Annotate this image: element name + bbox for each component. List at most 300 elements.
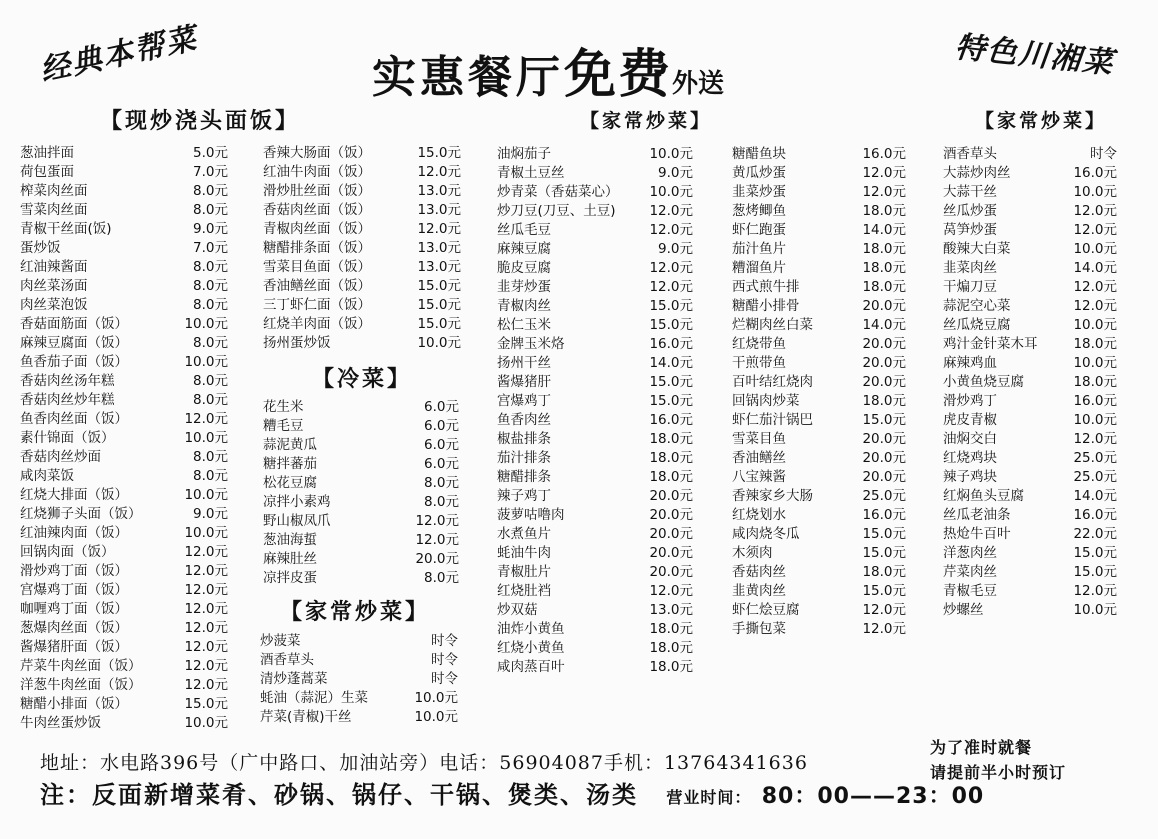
menu-item-name: 糖醋排条面（饭） [263,240,371,256]
menu-item-price: 12.0元 [184,677,228,693]
menu-item-name: 麻辣肚丝 [263,551,317,567]
menu-item [20,581,228,600]
menu-item-price: 18.0元 [1073,374,1117,390]
menu-item [260,670,458,689]
menu-item-price: 12.0元 [1073,298,1117,314]
menu-item-price: 10.0元 [649,184,693,200]
menu-item-price: 20.0元 [862,450,906,466]
menu-item-price: 18.0元 [1073,336,1117,352]
menu-item [20,657,228,676]
menu-item-price: 20.0元 [862,374,906,390]
menu-item [732,582,906,601]
menu-item-name: 酒香草头 [943,146,997,162]
menu-item [497,202,693,221]
menu-item-price: 15.0元 [649,374,693,390]
menu-item-name: 青椒肉丝面（饭） [263,221,371,237]
menu-item-name: 炒青菜（香菇菜心） [497,184,619,200]
menu-item-price: 13.0元 [417,183,461,199]
menu-item-name: 丝瓜炒蛋 [943,203,997,219]
menu-item-price: 12.0元 [184,658,228,674]
menu-item-price: 12.0元 [184,601,228,617]
menu-item [20,239,228,258]
menu-item [732,525,906,544]
menu-item-price: 15.0元 [417,297,461,313]
menu-item-price: 15.0元 [649,317,693,333]
menu-item-name: 八宝辣酱 [732,469,786,485]
menu-item-name: 莴笋炒蛋 [943,222,997,238]
menu-item-name: 糖醋小排面（饭） [20,696,128,712]
menu-item-name: 茄汁鱼片 [732,241,786,257]
menu-item [260,689,458,708]
menu-item-name: 茄汁排条 [497,450,551,466]
menu-item-name: 香辣家乡大肠 [732,488,813,504]
menu-item-name: 葱烤鲫鱼 [732,203,786,219]
menu-item-name: 红油牛肉面（饭） [263,164,371,180]
menu-item-name: 滑炒鸡丁 [943,393,997,409]
menu-item-price: 25.0元 [862,488,906,504]
menu-item-price: 22.0元 [1073,526,1117,542]
menu-item-price: 13.0元 [417,202,461,218]
menu-column-noodles-2 [263,144,461,353]
menu-item [732,354,906,373]
menu-item-price: 16.0元 [649,336,693,352]
menu-item [943,278,1117,297]
section-header-noodles: 【现炒浇头面饭】 [100,108,301,134]
menu-item [943,487,1117,506]
menu-item-price: 12.0元 [415,532,459,548]
menu-item-name: 金牌玉米烙 [497,336,565,352]
menu-item [943,582,1117,601]
menu-item [943,183,1117,202]
menu-item-name: 虾仁跑蛋 [732,222,786,238]
menu-item-name: 干煎带鱼 [732,355,786,371]
menu-item-price: 15.0元 [184,696,228,712]
menu-item-price: 8.0元 [193,468,228,484]
menu-item-price: 时令 [431,633,458,649]
title-free: 免费 [564,45,673,105]
menu-item-price: 15.0元 [649,298,693,314]
menu-item-name: 热炝牛百叶 [943,526,1011,542]
menu-item-price: 16.0元 [1073,507,1117,523]
menu-item [943,525,1117,544]
menu-item-name: 宫爆鸡丁面（饭） [20,582,128,598]
menu-column-noodles [20,144,228,733]
menu-item [732,392,906,411]
menu-column-home-3 [943,145,1117,620]
menu-item [20,182,228,201]
menu-item-price: 16.0元 [649,412,693,428]
menu-item-name: 糖醋小排骨 [732,298,800,314]
menu-item-name: 清炒蓬蒿菜 [260,671,328,687]
menu-item-name: 小黄鱼烧豆腐 [943,374,1024,390]
menu-item-price: 12.0元 [184,563,228,579]
menu-item-name: 糖拌蕃茄 [263,456,317,472]
menu-item [732,145,906,164]
menu-item-name: 蒜泥黄瓜 [263,437,317,453]
menu-item [732,202,906,221]
menu-item [943,240,1117,259]
menu-item-name: 水煮鱼片 [497,526,551,542]
menu-item-name: 红烧鸡块 [943,450,997,466]
menu-item-price: 14.0元 [1073,260,1117,276]
menu-item [497,221,693,240]
menu-item-name: 青椒肉丝 [497,298,551,314]
menu-item-name: 韭菜炒蛋 [732,184,786,200]
section-header-home-mid: 【家常炒菜】 [280,599,431,625]
menu-item [20,505,228,524]
menu-item-name: 麻辣豆腐 [497,241,551,257]
menu-item-name: 牛肉丝蛋炒饭 [20,715,101,731]
menu-item [20,676,228,695]
menu-item-price: 20.0元 [862,355,906,371]
menu-item [260,708,458,727]
menu-item-price: 12.0元 [862,165,906,181]
menu-item-price: 14.0元 [862,317,906,333]
menu-item [732,278,906,297]
menu-item [732,620,906,639]
menu-item-name: 芹菜肉丝 [943,564,997,580]
menu-item-name: 手撕包菜 [732,621,786,637]
menu-item [263,398,459,417]
menu-item-name: 红焖鱼头豆腐 [943,488,1024,504]
menu-item [263,512,459,531]
menu-item-price: 18.0元 [862,393,906,409]
menu-item [263,436,459,455]
menu-item [20,638,228,657]
menu-item-price: 20.0元 [649,488,693,504]
menu-item-name: 香菇肉丝 [732,564,786,580]
menu-item-name: 榨菜肉丝面 [20,183,88,199]
hours-label: 营业时间： [666,788,752,807]
menu-item [20,695,228,714]
menu-item-price: 12.0元 [184,411,228,427]
menu-item-price: 15.0元 [417,145,461,161]
menu-item [497,525,693,544]
menu-item-price: 12.0元 [649,583,693,599]
menu-item [943,430,1117,449]
menu-item [20,201,228,220]
menu-item-price: 18.0元 [649,469,693,485]
menu-item [943,259,1117,278]
menu-item-name: 糖醋鱼块 [732,146,786,162]
menu-item [497,449,693,468]
menu-item-price: 6.0元 [424,437,459,453]
menu-item-name: 洋葱牛肉丝面（饭） [20,677,142,693]
menu-item-price: 10.0元 [184,715,228,731]
menu-column-home-2 [732,145,906,639]
address-line: 地址：水电路396号（广中路口、加油站旁）电话：56904087手机：13764341636 [40,752,808,774]
menu-item-price: 10.0元 [414,709,458,725]
menu-item-price: 18.0元 [862,279,906,295]
menu-item-name: 滑炒鸡丁面（饭） [20,563,128,579]
menu-item-price: 10.0元 [184,316,228,332]
menu-item-name: 辣子鸡块 [943,469,997,485]
menu-item [20,619,228,638]
menu-item-name: 虾仁茄汁锅巴 [732,412,813,428]
menu-item-name: 炒螺丝 [943,602,984,618]
menu-item [732,335,906,354]
menu-item-name: 凉拌小素鸡 [263,494,331,510]
menu-item-name: 干煸刀豆 [943,279,997,295]
menu-item [732,506,906,525]
menu-item [943,221,1117,240]
menu-item [263,474,459,493]
menu-item-price: 12.0元 [649,222,693,238]
menu-item [497,278,693,297]
menu-item-price: 8.0元 [193,392,228,408]
menu-item [943,544,1117,563]
menu-item-name: 酸辣大白菜 [943,241,1011,257]
menu-item [20,391,228,410]
menu-item-name: 宫爆鸡丁 [497,393,551,409]
menu-item-price: 14.0元 [649,355,693,371]
menu-item [497,316,693,335]
menu-item-name: 红烧划水 [732,507,786,523]
menu-item [732,430,906,449]
menu-item-price: 10.0元 [1073,241,1117,257]
section-header-home-right: 【家常炒菜】 [975,110,1108,132]
menu-item [497,430,693,449]
menu-item-name: 炒双菇 [497,602,538,618]
menu-item-name: 红烧肚裆 [497,583,551,599]
menu-item-name: 葱油拌面 [20,145,74,161]
menu-item [497,601,693,620]
menu-item [497,563,693,582]
menu-item-price: 12.0元 [184,620,228,636]
menu-item [497,411,693,430]
menu-item-name: 咸肉蒸百叶 [497,659,565,675]
menu-item [943,468,1117,487]
slogan-right: 特色川湘菜 [953,29,1117,82]
menu-item-name: 青椒干丝面(饭) [20,221,112,237]
menu-item-name: 炒菠菜 [260,633,301,649]
menu-item-price: 12.0元 [417,164,461,180]
menu-item-price: 16.0元 [862,146,906,162]
menu-item [943,354,1117,373]
menu-item [20,562,228,581]
menu-item-name: 葱油海蜇 [263,532,317,548]
menu-item [497,582,693,601]
menu-item-name: 扬州蛋炒饭 [263,335,331,351]
title-main: 实惠餐厅 [372,52,564,103]
menu-item-price: 10.0元 [1073,602,1117,618]
menu-item [943,316,1117,335]
menu-item [497,145,693,164]
menu-item-name: 鱼香肉丝 [497,412,551,428]
menu-item [20,524,228,543]
menu-item-name: 虎皮青椒 [943,412,997,428]
menu-item-price: 20.0元 [862,336,906,352]
menu-item-price: 12.0元 [862,621,906,637]
menu-item-name: 虾仁烩豆腐 [732,602,800,618]
menu-item-name: 烂糊肉丝白菜 [732,317,813,333]
menu-item [497,373,693,392]
menu-item-price: 13.0元 [417,240,461,256]
menu-item [497,240,693,259]
menu-item-price: 10.0元 [184,354,228,370]
menu-item-name: 扬州干丝 [497,355,551,371]
menu-item-price: 10.0元 [184,525,228,541]
menu-item [943,392,1117,411]
menu-item [263,239,461,258]
menu-item-price: 8.0元 [193,373,228,389]
menu-item-price: 12.0元 [649,279,693,295]
menu-item-price: 15.0元 [649,393,693,409]
menu-item-price: 7.0元 [193,164,228,180]
menu-item [732,563,906,582]
menu-item-name: 麻辣豆腐面（饭） [20,335,128,351]
menu-item-name: 韭黄肉丝 [732,583,786,599]
section-header-home-top: 【家常炒菜】 [580,110,713,132]
menu-item-price: 10.0元 [1073,412,1117,428]
menu-item-price: 12.0元 [184,639,228,655]
menu-item-name: 大蒜干丝 [943,184,997,200]
menu-item [943,297,1117,316]
menu-item [263,201,461,220]
menu-item-name: 红烧狮子头面（饭） [20,506,142,522]
menu-item-name: 香油鳝丝面（饭） [263,278,371,294]
menu-item-name: 洋葱肉丝 [943,545,997,561]
menu-item-price: 8.0元 [424,570,459,586]
menu-item [263,277,461,296]
menu-item [20,543,228,562]
menu-item-name: 青椒毛豆 [943,583,997,599]
menu-item-price: 20.0元 [862,298,906,314]
menu-item [943,145,1117,164]
menu-item [732,449,906,468]
menu-item-price: 12.0元 [862,602,906,618]
menu-item-name: 松仁玉米 [497,317,551,333]
menu-item [20,467,228,486]
menu-item-price: 20.0元 [862,431,906,447]
menu-item [20,144,228,163]
menu-item-name: 糟溜鱼片 [732,260,786,276]
menu-item-price: 15.0元 [862,545,906,561]
menu-item-price: 10.0元 [649,146,693,162]
menu-item-price: 18.0元 [862,203,906,219]
menu-item-name: 花生米 [263,399,304,415]
menu-item-name: 木须肉 [732,545,773,561]
menu-item-price: 15.0元 [1073,545,1117,561]
menu-item [263,417,459,436]
menu-item-name: 红烧小黄鱼 [497,640,565,656]
menu-item-price: 时令 [431,671,458,687]
menu-item [732,373,906,392]
menu-item-price: 12.0元 [1073,431,1117,447]
menu-item-name: 葱爆肉丝面（饭） [20,620,128,636]
menu-item-name: 酱爆猪肝面（饭） [20,639,128,655]
menu-item [20,410,228,429]
menu-item-price: 15.0元 [417,316,461,332]
menu-item-price: 12.0元 [184,544,228,560]
menu-item-name: 荷包蛋面 [20,164,74,180]
menu-item [263,455,459,474]
menu-item-price: 18.0元 [862,260,906,276]
menu-item [497,259,693,278]
menu-item [263,220,461,239]
section-header-cold: 【冷菜】 [312,366,413,392]
menu-item-name: 椒盐排条 [497,431,551,447]
menu-item-price: 12.0元 [1073,203,1117,219]
menu-item-price: 13.0元 [649,602,693,618]
menu-item-name: 糖醋排条 [497,469,551,485]
menu-item-price: 12.0元 [1073,222,1117,238]
menu-item-price: 20.0元 [649,545,693,561]
menu-item-price: 8.0元 [193,335,228,351]
menu-item-name: 香油鳝丝 [732,450,786,466]
menu-item-price: 8.0元 [193,183,228,199]
menu-item-name: 酒香草头 [260,652,314,668]
menu-item-name: 脆皮豆腐 [497,260,551,276]
menu-item [263,182,461,201]
menu-item-price: 20.0元 [862,469,906,485]
menu-item-price: 15.0元 [862,526,906,542]
menu-item-name: 香菇肉丝炒面 [20,449,101,465]
menu-item-price: 18.0元 [649,659,693,675]
menu-item-price: 6.0元 [424,418,459,434]
menu-item-price: 8.0元 [193,449,228,465]
menu-item-name: 青椒土豆丝 [497,165,565,181]
menu-item [263,144,461,163]
menu-item [263,315,461,334]
menu-item-price: 9.0元 [193,506,228,522]
menu-item-name: 蛋炒饭 [20,240,61,256]
menu-item-price: 18.0元 [649,431,693,447]
menu-item [497,487,693,506]
menu-item-price: 9.0元 [658,165,693,181]
note-text: 注：反面新增菜肴、砂锅、锅仔、干锅、煲类、汤类 [40,780,638,809]
menu-item-price: 12.0元 [1073,279,1117,295]
menu-item-price: 6.0元 [424,399,459,415]
menu-item [732,487,906,506]
menu-item-name: 菠萝咕噜肉 [497,507,565,523]
menu-item-name: 肉丝菜汤面 [20,278,88,294]
menu-item-name: 素什锦面（饭） [20,430,115,446]
menu-item-name: 西式煎牛排 [732,279,800,295]
menu-item-name: 回锅肉炒菜 [732,393,800,409]
menu-item [732,240,906,259]
menu-column-home-mid [260,632,458,727]
menu-item-price: 8.0元 [193,259,228,275]
menu-item-price: 10.0元 [1073,355,1117,371]
menu-item [497,354,693,373]
menu-item-price: 8.0元 [193,278,228,294]
menu-item-price: 7.0元 [193,240,228,256]
menu-item-name: 滑炒肚丝面（饭） [263,183,371,199]
menu-item [20,296,228,315]
menu-item-price: 20.0元 [649,564,693,580]
menu-item-name: 丝瓜烧豆腐 [943,317,1011,333]
menu-item [732,544,906,563]
menu-item-price: 10.0元 [184,430,228,446]
menu-item-price: 10.0元 [414,690,458,706]
menu-item [20,372,228,391]
menu-item-price: 18.0元 [649,450,693,466]
menu-item-price: 10.0元 [1073,317,1117,333]
menu-item-name: 鱼香肉丝面（饭） [20,411,128,427]
reservation-tip-2: 请提前半小时预订 [930,763,1067,782]
menu-item-price: 时令 [1090,146,1117,162]
menu-item [943,335,1117,354]
menu-item [943,506,1117,525]
menu-item-price: 8.0元 [424,494,459,510]
menu-item [732,468,906,487]
menu-item-price: 12.0元 [649,203,693,219]
menu-item [497,392,693,411]
menu-item [497,335,693,354]
menu-item-price: 15.0元 [862,412,906,428]
note-line [40,775,984,810]
